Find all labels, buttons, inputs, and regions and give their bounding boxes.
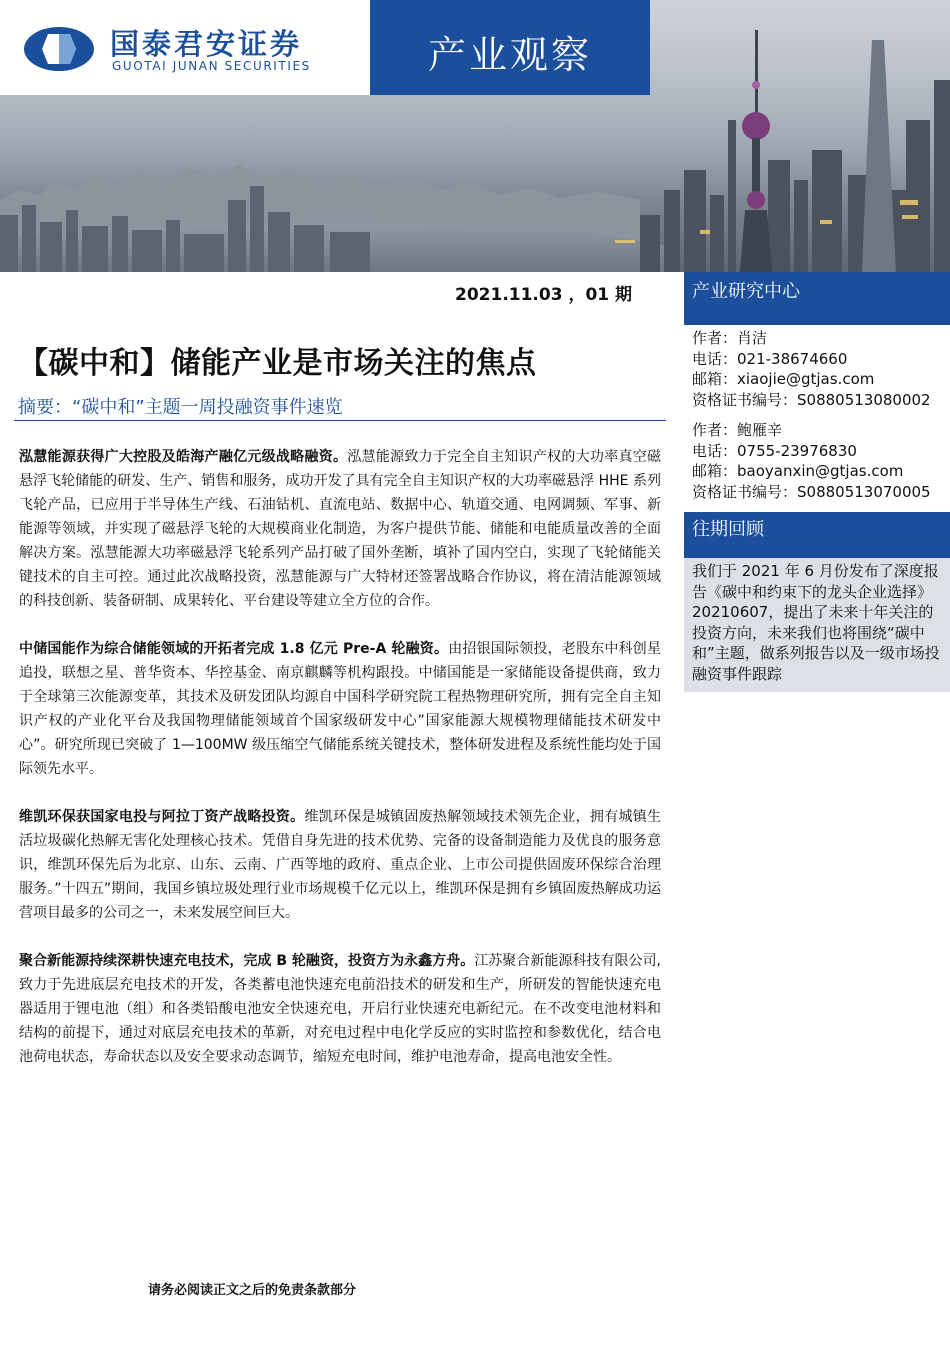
research-center-header: 产业研究中心 [684,272,950,311]
article-summary: 摘要：“碳中和”主题一周投融资事件速览 [18,397,343,418]
author-list [684,325,950,502]
paragraph-lead: 聚合新能源持续深耕快速充电技术，完成 B 轮融资，投资方为永鑫方舟。 [19,953,475,969]
paragraph-text: 由招银国际领投，老股东中科创星追投，联想之星、普华资本、华控基金、南京麒麟等机构跟投。中储国能是一家储能设备提供商，致力于全球第三次能源变革，其技术及研发团队均源自中国科学研究院工程热物理研究所，拥有完全自主知识产权的产业化平台及我国物理储能领域首个国家级研发中心”国家能源大规模物理储能技术研发中心”。研究所现已突破了 1—100MW 级压缩空气储能系统关键技术，整体研发进程及系统性能均处于国际领先水平。 [19,641,661,777]
paragraph [19,805,661,925]
header-band [684,311,950,325]
paragraph-lead: 泓慧能源获得广大控股及皓海产融亿元级战略融资。 [19,449,348,465]
article-body [19,445,661,1093]
paragraph [19,949,661,1069]
header-banner [0,0,950,272]
author-phone: 电话：021-38674660 [692,349,848,368]
header-band [684,548,950,558]
author-name: 作者：鲍雁辛 [692,421,783,439]
author-email[interactable]: 邮箱：baoyanxin@gtjas.com [692,462,904,480]
past-review-header: 往期回顾 [684,512,950,548]
author-cert: 资格证书编号：S0880513080002 [692,390,931,409]
paragraph-text: 维凯环保是城镇固废热解领域技术领先企业，拥有城镇生活垃圾碳化热解无害化处理核心技术。凭借自身先进的技术优势、完备的设备制造能力及优良的服务意识，维凯环保先后为北京、山东、云南、广西等地的政府、重点企业、上市公司提供固废环保综合治理服务。”十四五”期间，我国乡镇垃圾处理行业市场规模千亿元以上，维凯环保是拥有乡镇固废热解成功运营项目最多的公司之一，未来发展空间巨大。 [19,809,662,921]
logo-name-cn: 国泰君安证券 [110,27,303,61]
paragraph [19,637,661,781]
paragraph-text: 江苏聚合新能源科技有限公司,致力于先进底层充电技术的开发，各类蓄电池快速充电前沿技术的研发和生产，所研发的智能快速充电器适用于锂电池（组）和各类铅酸电池安全快速充电，开启行业快速充电新纪元。在不改变电池材料和结构的前提下，通过对底层充电技术的革新，对充电过程中电化学反应的实时监控和参数优化，结合电池荷电状态，寿命状态以及安全要求动态调节，缩短充电时间，维护电池寿命，提高电池安全性。 [19,953,662,1065]
summary-divider [14,420,666,421]
author-name: 作者：肖洁 [692,329,768,347]
sidebar [684,272,950,692]
section-title-box [370,0,650,95]
paragraph [19,445,661,613]
paragraph-lead: 中储国能作为综合储能领域的开拓者完成 1.8 亿元 Pre-A 轮融资。 [19,641,449,657]
issue-date: 2021.11.03 ，01 期 [455,285,633,305]
disclaimer-footer: 请务必阅读正文之后的免责条款部分 [148,1283,357,1298]
author-card [684,328,950,410]
author-phone: 电话：0755-23976830 [692,441,857,460]
article-title: 【碳中和】储能产业是市场关注的焦点 [18,346,537,381]
author-email[interactable]: 邮箱：xiaojie@gtjas.com [692,370,875,388]
guotai-junan-logo-icon [22,25,96,73]
author-cert: 资格证书编号：S0880513070005 [692,482,931,501]
author-card [684,420,950,502]
paragraph-text: 泓慧能源致力于完全自主知识产权的大功率真空磁悬浮飞轮储能的研发、生产、销售和服务，成功开发了具有完全自主知识产权的大功率磁悬浮 HHE 系列飞轮产品，已应用于半导体生产线、石油钻机、直流电站、数据中心、轨道交通、电网调频、军事、新能源等领域，并实现了磁悬浮飞轮的大规模商业化制造，为客户提供节能、储能和电能质量改善的全面解决方案。泓慧能源大功率磁悬浮飞轮系列产品打破了国外垄断，填补了国内空白，实现了飞轮储能关键技术的自主可控。通过此次战略投资，泓慧能源与广大特材还签署战略合作协议，将在清洁能源领域的科技创新、装备研制、成果转化、平台建设等建立全方位的合作。 [19,449,662,609]
logo-name-en: GUOTAI JUNAN SECURITIES [112,59,311,73]
section-title: 产业观察 [427,33,592,77]
logo-area [0,0,370,95]
past-review-text: 我们于 2021 年 6 月份发布了深度报告《碳中和约束下的龙头企业选择》20210607，提出了未来十年关注的投资方向，未来我们也将围绕“碳中和”主题，做系列报告以及一级市场投融资事件跟踪 [684,558,950,692]
paragraph-lead: 维凯环保获国家电投与阿拉丁资产战略投资。 [19,809,305,825]
